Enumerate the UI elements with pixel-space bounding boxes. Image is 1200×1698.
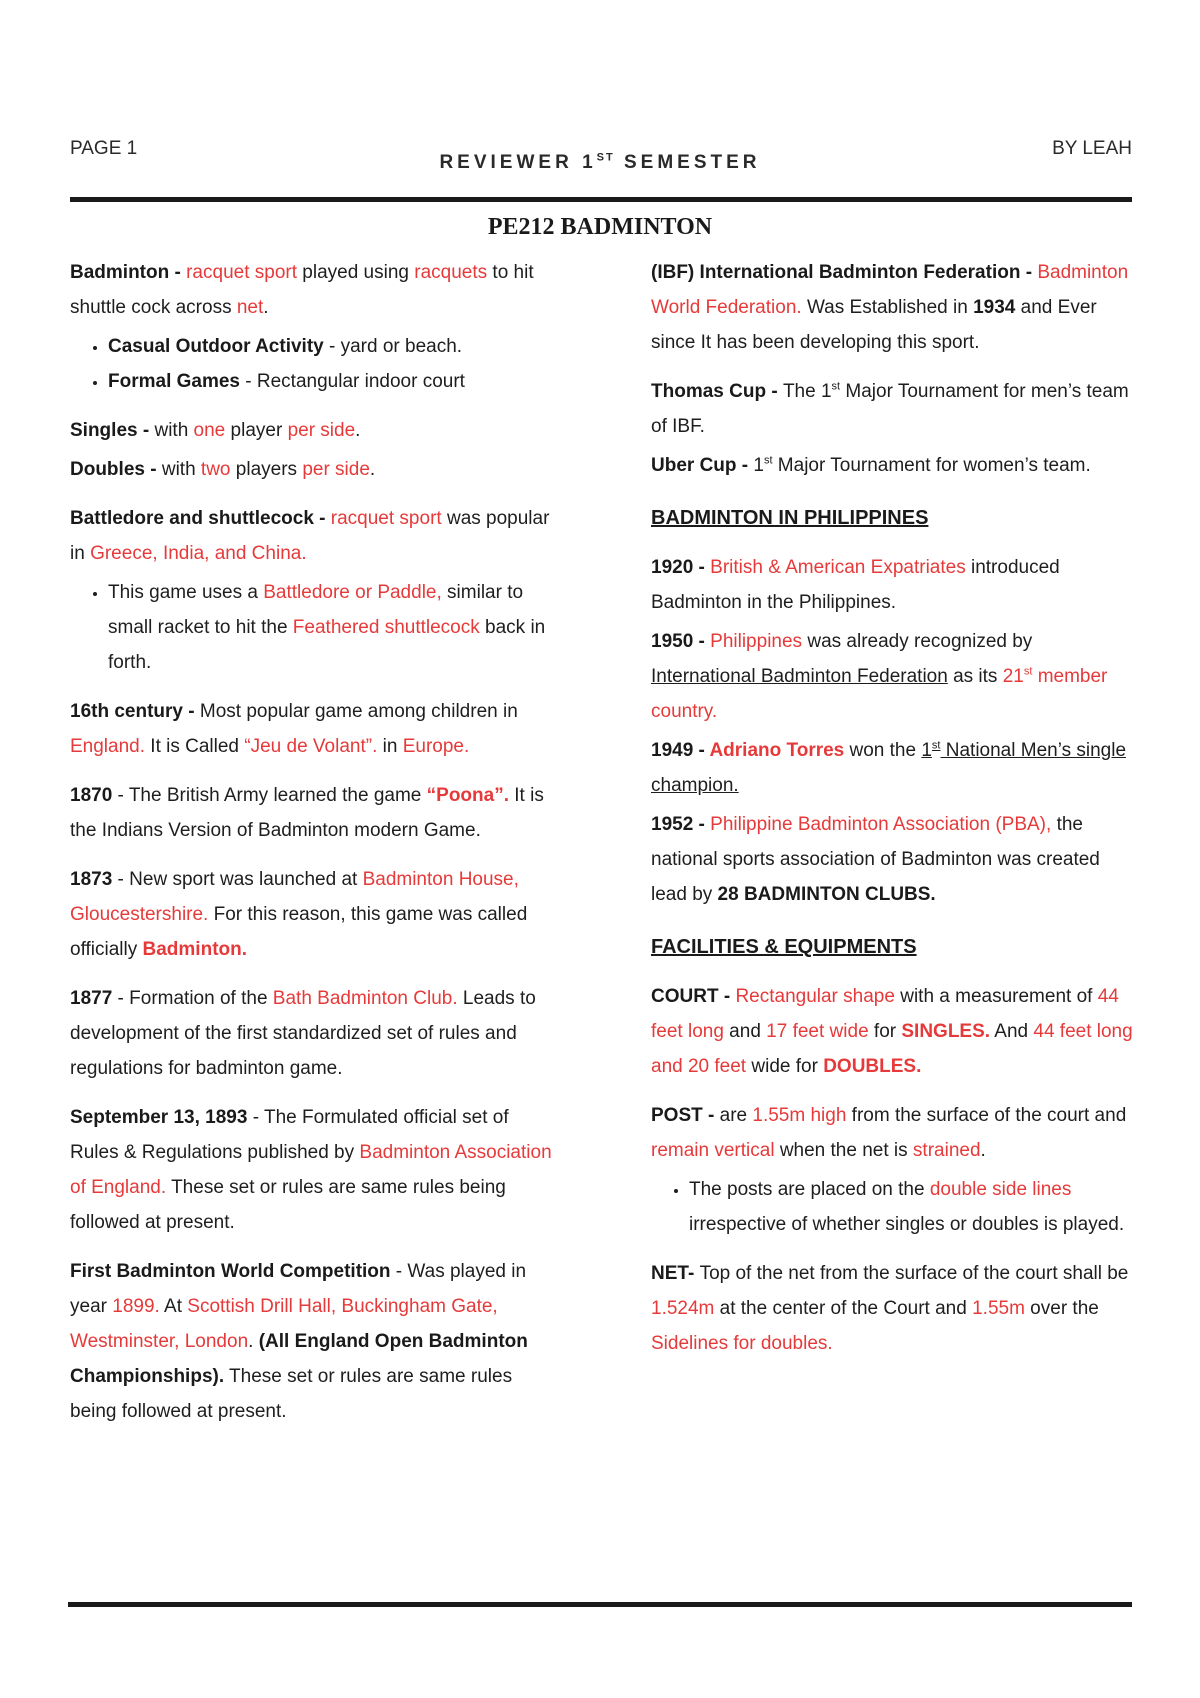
battledore-definition: Battledore and shuttlecock - racquet sport was popular in Greece, India, and China.: [70, 508, 550, 564]
post-entry: POST - are 1.55m high from the surface of the court and remain vertical when the net is strained.: [651, 1105, 1127, 1161]
section-heading-philippines: BADMINTON IN PHILIPPINES: [651, 507, 929, 529]
right-column: [651, 255, 1141, 1375]
battledore-list: [70, 575, 560, 680]
bottom-divider: [68, 1602, 1132, 1607]
doubles-definition: Doubles - with two players per side.: [70, 459, 376, 480]
year-1950-entry: 1950 - Philippines was already recognized by International Badminton Federation as its 21st member country.: [651, 631, 1108, 722]
year-1877-entry: 1877 - Formation of the Bath Badminton Club. Leads to development of the first standardized set of rules and regulations for badminton game.: [70, 988, 536, 1079]
list-item: • The posts are placed on the double side lines irrespective of whether singles or doubles is played.: [689, 1172, 1141, 1242]
singles-definition: Singles - with one player per side.: [70, 420, 361, 441]
left-column: [70, 255, 560, 1443]
year-1873-entry: 1873 - New sport was launched at Badminton House, Gloucestershire. For this reason, this game was called officially Badminton.: [70, 869, 528, 960]
list-item: • Casual Outdoor Activity - yard or beach.: [108, 329, 560, 364]
post-list: [651, 1172, 1141, 1242]
badminton-definition: Badminton - racquet sport played using racquets to hit shuttle cock across net.: [70, 262, 534, 318]
page-number: PAGE 1: [70, 138, 138, 159]
page-title: PE212 BADMINTON: [487, 214, 713, 240]
document-header-title: REVIEWER 1ST SEMESTER: [439, 151, 761, 173]
section-heading-facilities: FACILITIES & EQUIPMENTS: [651, 936, 917, 958]
list-item: • This game uses a Battledore or Paddle, similar to small racket to hit the Feathered shuttlecock back in forth.: [108, 575, 560, 680]
year-1870-entry: 1870 - The British Army learned the game “Poona”. It is the Indians Version of Badminton modern Game.: [70, 785, 544, 841]
thomas-cup-entry: Thomas Cup - The 1st Major Tournament for men’s team of IBF.: [651, 380, 1129, 437]
top-divider: [70, 197, 1132, 202]
activity-list: [70, 329, 560, 399]
net-entry: NET- Top of the net from the surface of the court shall be 1.524m at the center of the Court and 1.55m over the Sidelines for doubles.: [651, 1263, 1129, 1354]
year-1920-entry: 1920 - British & American Expatriates introduced Badminton in the Philippines.: [651, 557, 1060, 613]
court-entry: COURT - Rectangular shape with a measurement of 44 feet long and 17 feet wide for SINGLES. And 44 feet long and 20 feet wide for DOUBLES.: [651, 986, 1133, 1077]
author-label: BY LEAH: [1052, 138, 1132, 159]
ibf-entry: (IBF) International Badminton Federation - Badminton World Federation. Was Established in 1934 and Ever since It has been developing this sport.: [651, 262, 1129, 353]
uber-cup-entry: Uber Cup - 1st Major Tournament for women’s team.: [651, 454, 1091, 476]
year-1952-entry: 1952 - Philippine Badminton Association (PBA), the national sports association of Badminton was created lead by 28 BADMINTON CLUBS.: [651, 814, 1100, 905]
year-1949-entry: 1949 - Adriano Torres won the 1st National Men’s single champion.: [651, 739, 1127, 796]
sixteenth-century-entry: 16th century - Most popular game among children in England. It is Called “Jeu de Volant”. in Europe.: [70, 701, 518, 757]
list-item: • Formal Games - Rectangular indoor court: [108, 364, 560, 399]
world-competition-entry: First Badminton World Competition - Was played in year 1899. At Scottish Drill Hall, Buckingham Gate, Westminster, London. (All England Open Badminton Championships). These set or rules are same rules being followed at present.: [70, 1261, 528, 1422]
year-1893-entry: September 13, 1893 - The Formulated official set of Rules & Regulations published by Badminton Association of England. These set or rules are same rules being followed at present.: [70, 1107, 552, 1233]
